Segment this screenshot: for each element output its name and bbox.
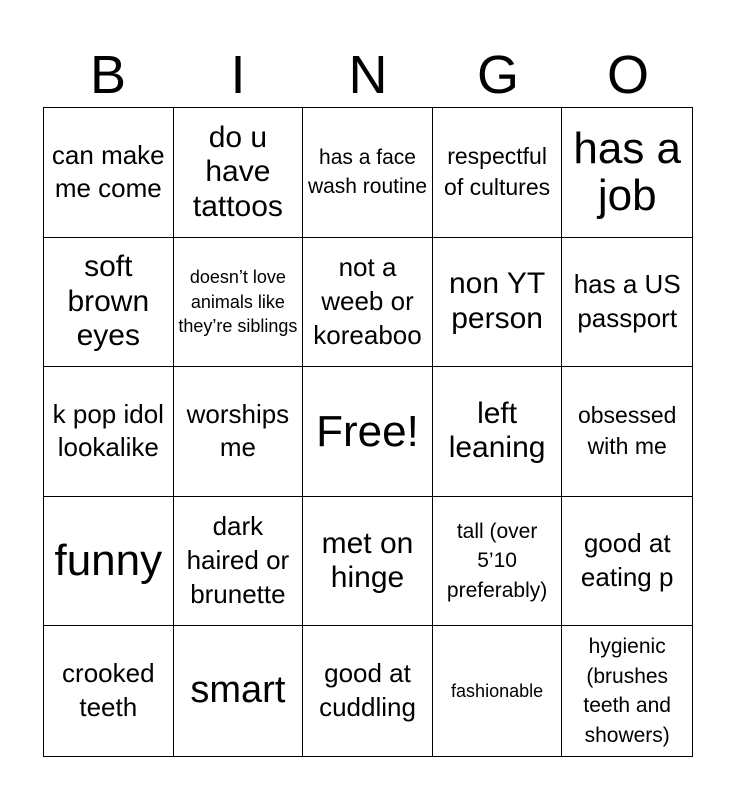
bingo-cell-r2-c1[interactable] [44,238,174,368]
cell-text: non YT person [449,267,546,335]
cell-text: fashionable [451,681,544,702]
bingo-board [43,107,693,757]
cell-text: can make me come [51,139,165,204]
bingo-cell-r3-c4[interactable] [433,367,563,497]
header-letter-o: O [606,45,649,105]
bingo-cell-r1-c4[interactable] [433,108,563,238]
cell-text: not a weeb or koreaboo [313,252,422,350]
bingo-cell-r5-c4[interactable] [433,626,563,756]
cell-text: doesn’t love animals like they’re siblings [178,267,298,337]
bingo-cell-r2-c4[interactable] [433,238,563,368]
cell-text: do u have tattoos [192,120,283,223]
bingo-cell-r2-c3[interactable] [303,238,433,368]
cell-text: crooked teeth [62,658,155,723]
bingo-cell-r4-c5[interactable] [562,497,692,627]
cell-text: funny [54,536,163,586]
bingo-cell-r4-c1[interactable] [44,497,174,627]
cell-text: has a face wash routine [307,145,428,199]
bingo-cell-r4-c4[interactable] [433,497,563,627]
cell-text: met on hinge [321,526,414,595]
cell-text: has a job [573,123,682,221]
bingo-cell-r1-c5[interactable] [562,108,692,238]
bingo-cell-r4-c2[interactable] [174,497,304,627]
bingo-cell-r1-c2[interactable] [174,108,304,238]
header-letter-n: N [348,45,388,105]
header-letter-b: B [89,45,127,105]
bingo-cell-r1-c1[interactable] [44,108,174,238]
bingo-cell-r3-c1[interactable] [44,367,174,497]
header-letter-g: G [476,45,519,105]
cell-text: hygienic (brushes teeth and showers) [583,635,671,747]
cell-text: tall (over 5’10 preferably) [446,520,548,602]
cell-text: k pop idol lookalike [52,398,164,463]
bingo-cell-r4-c3[interactable] [303,497,433,627]
bingo-cell-r5-c2[interactable] [174,626,304,756]
cell-text: respectful of cultures [444,143,551,201]
bingo-cell-r5-c1[interactable] [44,626,174,756]
bingo-cell-r5-c5[interactable] [562,626,692,756]
cell-text: has a US passport [573,269,681,333]
cell-text: left leaning [448,396,546,465]
bingo-cell-r2-c2[interactable] [174,238,304,368]
bingo-cell-r3-c5[interactable] [562,367,692,497]
cell-text: smart [190,669,286,712]
bingo-cell-r3-c2[interactable] [174,367,304,497]
cell-text: worships me [186,398,290,463]
bingo-cell-r1-c3[interactable] [303,108,433,238]
cell-text: soft brown eyes [67,250,150,353]
bingo-cell-r2-c5[interactable] [562,238,692,368]
cell-text: good at cuddling [319,658,416,723]
cell-text: Free! [316,406,419,456]
cell-text: dark haired or brunette [186,511,290,609]
bingo-cell-r5-c3[interactable] [303,626,433,756]
bingo-cell-free[interactable] [303,367,433,497]
cell-text: good at eating p [580,528,674,593]
cell-text: obsessed with me [577,402,677,460]
bingo-header [43,42,693,108]
header-letter-i: I [230,45,246,105]
